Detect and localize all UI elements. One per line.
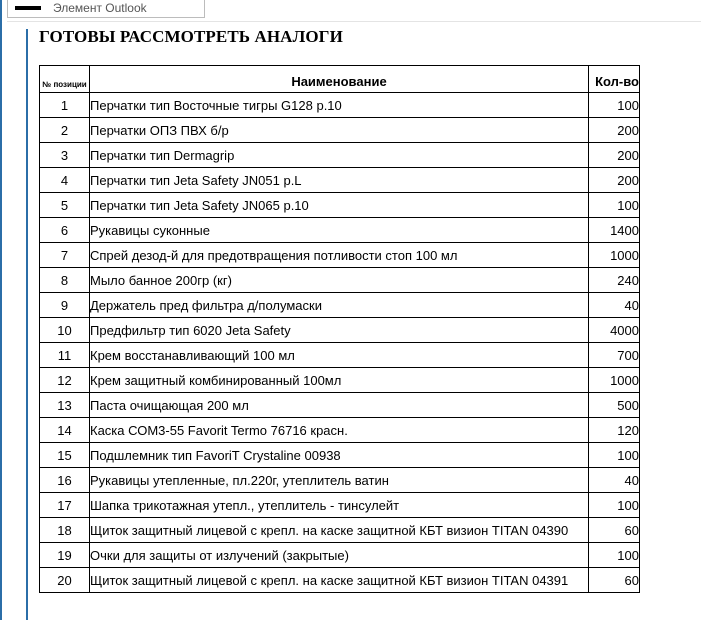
table-row: [40, 518, 640, 543]
table-row: [40, 318, 640, 343]
cell-quantity: 100: [589, 93, 640, 118]
table-row: [40, 268, 640, 293]
cell-position: 18: [40, 518, 90, 543]
cell-name: Рукавицы утепленные, пл.220г, утеплитель ватин: [90, 468, 589, 493]
document-title: ГОТОВЫ РАССМОТРЕТЬ АНАЛОГИ: [39, 27, 343, 46]
cell-quantity: 120: [589, 418, 640, 443]
cell-name: Перчатки ОПЗ ПВХ б/р: [90, 118, 589, 143]
cell-quantity: 4000: [589, 318, 640, 343]
cell-name: Подшлемник тип FavoriT Crystaline 00938: [90, 443, 589, 468]
cell-quantity: 100: [589, 443, 640, 468]
table-row: [40, 193, 640, 218]
cell-position: 12: [40, 368, 90, 393]
cell-quantity: 60: [589, 518, 640, 543]
cell-position: 5: [40, 193, 90, 218]
header-quantity: Кол-во: [589, 66, 640, 93]
cell-name: Перчатки тип Восточные тигры G128 р.10: [90, 93, 589, 118]
table-row: [40, 393, 640, 418]
table-header-row: [40, 66, 640, 93]
cell-position: 15: [40, 443, 90, 468]
table-row: [40, 468, 640, 493]
cell-name: Предфильтр тип 6020 Jeta Safety: [90, 318, 589, 343]
cell-position: 4: [40, 168, 90, 193]
cell-position: 16: [40, 468, 90, 493]
cell-name: Щиток защитный лицевой с крепл. на каске защитной КБТ визион TITAN 04390: [90, 518, 589, 543]
cell-name: Мыло банное 200гр (кг): [90, 268, 589, 293]
cell-name: Каска СОМ3-55 Favorit Termo 76716 красн.: [90, 418, 589, 443]
cell-position: 17: [40, 493, 90, 518]
table-row: [40, 418, 640, 443]
table-row: [40, 218, 640, 243]
cell-name: Шапка трикотажная утепл., утеплитель - тинсулейт: [90, 493, 589, 518]
cell-quantity: 60: [589, 568, 640, 593]
cell-name: Рукавицы суконные: [90, 218, 589, 243]
cell-quantity: 100: [589, 543, 640, 568]
cell-name: Перчатки тип Jeta Safety JN065 p.10: [90, 193, 589, 218]
cell-quantity: 1000: [589, 368, 640, 393]
table-row: [40, 568, 640, 593]
cell-name: Перчатки тип Dermagrip: [90, 143, 589, 168]
outlook-item-label: Элемент Outlook: [53, 1, 147, 15]
cell-quantity: 1000: [589, 243, 640, 268]
cell-position: 13: [40, 393, 90, 418]
cell-position: 7: [40, 243, 90, 268]
cell-quantity: 100: [589, 193, 640, 218]
table-row: [40, 343, 640, 368]
cell-position: 9: [40, 293, 90, 318]
table-row: [40, 493, 640, 518]
cell-name: Держатель пред фильтра д/полумаски: [90, 293, 589, 318]
cell-name: Крем защитный комбинированный 100мл: [90, 368, 589, 393]
table-row: [40, 243, 640, 268]
cell-quantity: 40: [589, 468, 640, 493]
cell-position: 14: [40, 418, 90, 443]
window-left-border: [0, 0, 2, 620]
cell-name: Щиток защитный лицевой с крепл. на каске защитной КБТ визион TITAN 04391: [90, 568, 589, 593]
header-separator: [7, 21, 701, 22]
cell-quantity: 200: [589, 143, 640, 168]
header-position: № позиции: [40, 66, 90, 93]
cell-quantity: 700: [589, 343, 640, 368]
table-row: [40, 368, 640, 393]
cell-position: 10: [40, 318, 90, 343]
cell-quantity: 40: [589, 293, 640, 318]
header-name: Наименование: [90, 66, 589, 93]
cell-quantity: 1400: [589, 218, 640, 243]
table-row: [40, 118, 640, 143]
cell-quantity: 100: [589, 493, 640, 518]
table-row: [40, 293, 640, 318]
cell-name: Спрей дезод-й для предотвращения потливости стоп 100 мл: [90, 243, 589, 268]
cell-position: 19: [40, 543, 90, 568]
outlook-item-icon: [15, 6, 41, 10]
items-table: [39, 65, 640, 593]
table-row: [40, 443, 640, 468]
cell-position: 1: [40, 93, 90, 118]
cell-position: 2: [40, 118, 90, 143]
cell-position: 6: [40, 218, 90, 243]
cell-quantity: 200: [589, 168, 640, 193]
outlook-item-button[interactable]: [7, 0, 205, 18]
cell-position: 3: [40, 143, 90, 168]
table-row: [40, 543, 640, 568]
cell-name: Паста очищающая 200 мл: [90, 393, 589, 418]
cell-quantity: 200: [589, 118, 640, 143]
table-row: [40, 168, 640, 193]
cell-name: Крем восстанавливающий 100 мл: [90, 343, 589, 368]
table-row: [40, 93, 640, 118]
cell-position: 20: [40, 568, 90, 593]
quote-bar: [26, 29, 28, 620]
cell-name: Перчатки тип Jeta Safety JN051 p.L: [90, 168, 589, 193]
cell-quantity: 240: [589, 268, 640, 293]
table-row: [40, 143, 640, 168]
cell-position: 11: [40, 343, 90, 368]
cell-position: 8: [40, 268, 90, 293]
cell-name: Очки для защиты от излучений (закрытые): [90, 543, 589, 568]
cell-quantity: 500: [589, 393, 640, 418]
